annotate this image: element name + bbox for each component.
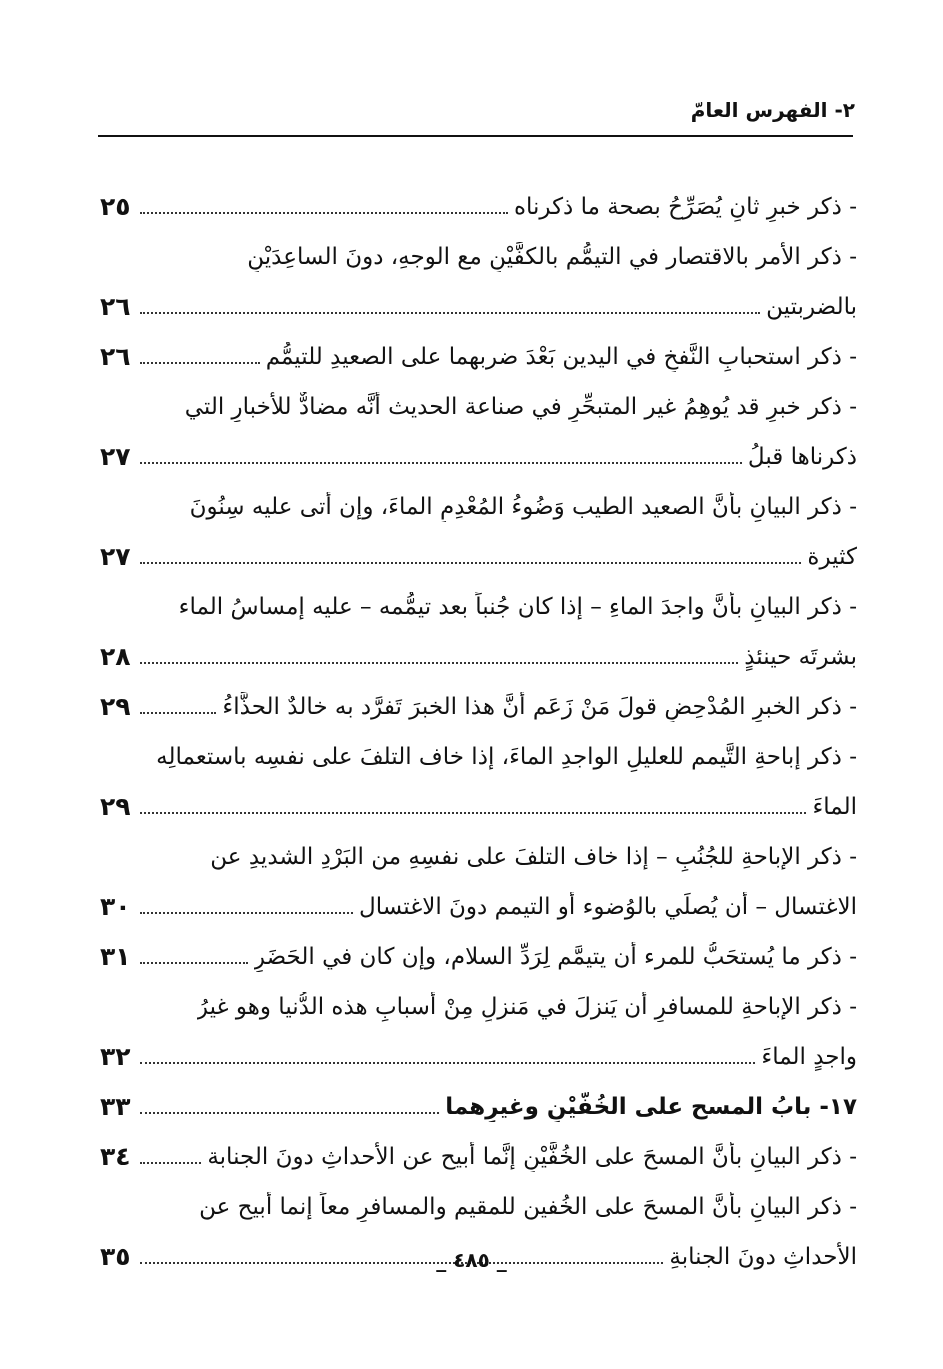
toc-page-number: ٣١	[100, 942, 131, 971]
dot-leader	[140, 812, 806, 814]
toc-entry-text: واجدٍ الماءَ	[761, 1044, 857, 1070]
dot-leader	[140, 1112, 439, 1114]
toc-entry	[100, 972, 857, 1022]
dot-leader	[140, 362, 260, 364]
dot-leader	[140, 562, 801, 564]
toc-entry	[100, 672, 857, 722]
dot-leader	[140, 662, 738, 664]
toc-entry-continuation	[100, 872, 857, 922]
toc-page-number: ٣٤	[100, 1142, 131, 1171]
toc-page-number: ٢٦	[100, 342, 131, 371]
toc-entry-text: ذكرناها قبلُ	[747, 444, 857, 470]
toc-entry-text: الأحداثِ دونَ الجنابةِ	[669, 1244, 857, 1270]
toc-entry-continuation	[100, 1022, 857, 1072]
toc-entry	[100, 1172, 857, 1222]
toc-entry-text: - ذكر خبرٍ ثانٍ يُصَرِّحُ بصحة ما ذكرناه	[513, 194, 857, 220]
toc-entry-text: - ذكر إباحةِ التَّيمم للعليلِ الواجدِ الماءَ، إذا خاف التلفَ على نفسِه باستعمالِه	[156, 744, 857, 770]
toc-entry-text: - ذكر الخبرِ المُدْحِضِ قولَ مَنْ زَعَم أنَّ هذا الخبرَ تَفرَّد به خالدٌ الحذَّاءُ	[222, 694, 857, 720]
toc-page-number: ٢٦	[100, 292, 131, 321]
toc-entry	[100, 322, 857, 372]
toc-entry-text: ١٧- بابُ المسح على الخُفَّيْنِ وغيرِهما	[445, 1094, 857, 1120]
toc-entry-text: بالضربتين	[766, 294, 857, 320]
toc-entry	[100, 372, 857, 422]
header-divider	[98, 135, 853, 137]
toc-entry	[100, 822, 857, 872]
toc-entry	[100, 472, 857, 522]
toc-entry	[100, 1072, 857, 1122]
toc-page-number: ٢٧	[100, 542, 131, 571]
toc-page-number: ٢٩	[100, 692, 131, 721]
dot-leader	[140, 912, 353, 914]
dot-leader	[140, 712, 216, 714]
toc-entry-text: - ذكر استحبابِ النَّفخِ في اليدين بَعْدَ ضربهما على الصعيدِ للتيمُّم	[265, 344, 857, 370]
toc-entry-text: - ذكر الإباحةِ للجُنُبِ – إذا خاف التلفَ على نفسِهِ من البَرْدِ الشديدِ عن	[210, 844, 857, 870]
toc-entry	[100, 172, 857, 222]
toc-entry	[100, 922, 857, 972]
toc-entry-text: - ذكر البيانِ بأنَّ المسحَ على الخُفين للمقيم والمسافرِ معاً إنما أُبيح عن	[199, 1194, 857, 1220]
page-number: _ ٤٨٥ _	[436, 1248, 507, 1272]
toc-page-number: ٢٨	[100, 642, 131, 671]
toc-entry	[100, 222, 857, 272]
toc-page-number: ٢٩	[100, 792, 131, 821]
dot-leader	[140, 212, 508, 214]
toc-entry-text: - ذكر ما يُستحَبُّ للمرء أن يتيمَّم لِرَدِّ السلام، وإن كان في الحَضَرِ	[253, 944, 857, 970]
dot-leader	[140, 462, 742, 464]
toc-entry-continuation	[100, 422, 857, 472]
dot-leader	[140, 312, 760, 314]
toc-entry	[100, 722, 857, 772]
toc-entry-continuation	[100, 622, 857, 672]
page-header-title: ٢- الفهرس العامّ	[690, 98, 855, 122]
toc-entry-text: - ذكر الإباحةِ للمسافرِ أن يَنزلَ في مَنزلٍ مِنْ أسبابِ هذه الدُّنيا وهو غيرُ	[196, 994, 857, 1020]
dot-leader	[140, 962, 248, 964]
toc-entry	[100, 1122, 857, 1172]
toc-entry-continuation	[100, 272, 857, 322]
toc-page-number: ٣٥	[100, 1242, 131, 1271]
toc-entry-text: بشرتَه حينئذٍ	[744, 644, 857, 670]
toc-entry-text: - ذكر البيانِ بأنَّ الصعيد الطيب وَضُوءُ المُعْدِمِ الماءَ، وإن أتى عليه سِنُونَ	[189, 494, 857, 520]
toc-page-number: ٢٧	[100, 442, 131, 471]
toc-page-number: ٣٣	[100, 1092, 131, 1121]
dot-leader	[140, 1062, 755, 1064]
toc-entry	[100, 572, 857, 622]
toc-entry-text: الماءَ	[812, 794, 857, 820]
toc-entry-text: كثيرة	[807, 544, 857, 570]
toc-entry-text: - ذكر خبرٍ قد يُوهِمُ غير المتبحِّرِ في صناعة الحديث أنَّه مضادٌّ للأخبارِ التي	[184, 394, 857, 420]
toc-entry-text: - ذكر الأمر بالاقتصار في التيمُّم بالكفَّيْنِ مع الوجهِ، دونَ الساعِدَيْنِ	[247, 244, 857, 270]
toc-entry-text: - ذكر البيانِ بأنَّ واجدَ الماءِ – إذا كان جُنباً بعد تيمُّمه – عليه إمساسُ الماء	[178, 594, 857, 620]
toc-page-number: ٢٥	[100, 192, 131, 221]
toc-entry-text: - ذكر البيانِ بأنَّ المسحَ على الخُفَّيْنِ إنَّما أُبيح عن الأحداثِ دونَ الجنابة	[207, 1144, 857, 1170]
toc-entry-continuation	[100, 522, 857, 572]
toc-page-number: ٣٢	[100, 1042, 131, 1071]
dot-leader	[140, 1162, 201, 1164]
toc-entry-text: الاغتسال – أن يُصلِّي بالوُضوء أو التيمم دونَ الاغتسال	[359, 894, 857, 920]
toc-entry-continuation	[100, 772, 857, 822]
toc-page-number: ٣٠	[100, 892, 131, 921]
table-of-contents	[100, 172, 857, 1272]
